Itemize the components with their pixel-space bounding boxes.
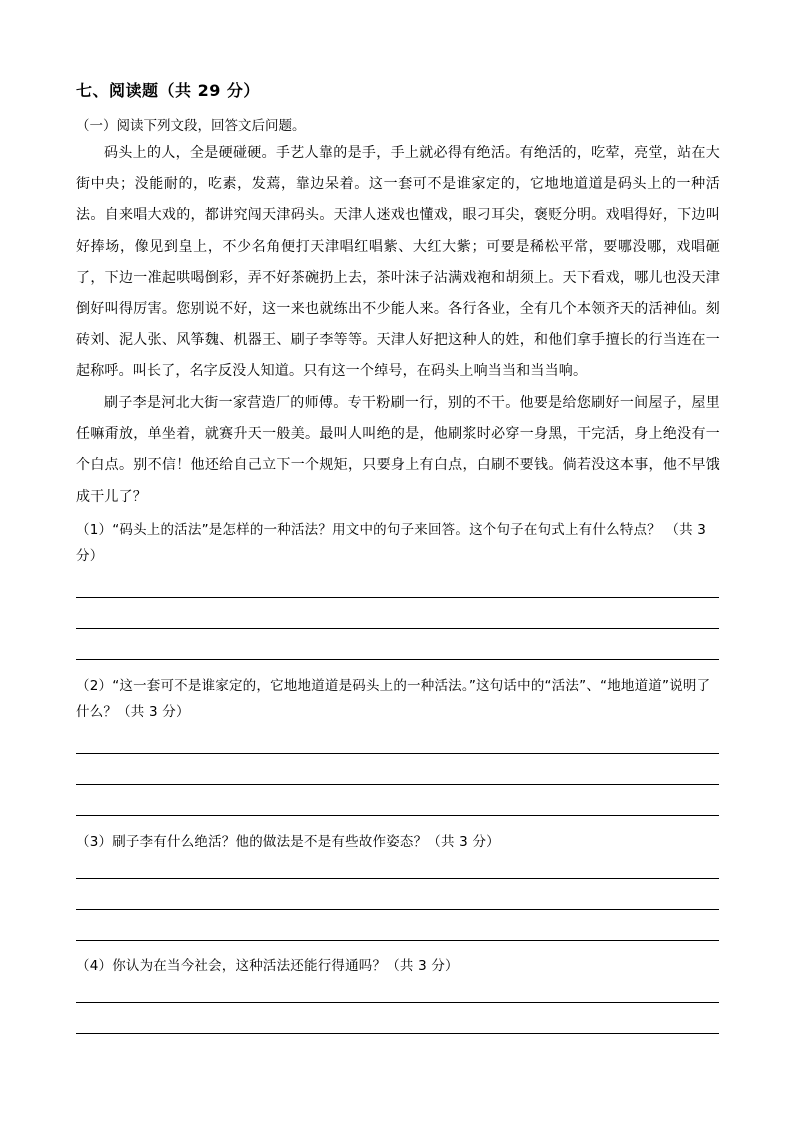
answer-line[interactable] — [76, 1033, 719, 1034]
passage-paragraph-1: 码头上的人，全是硬碰硬。手艺人靠的是手，手上就必得有绝活。有绝活的，吃荤，亮堂，站在大街中央；没能耐的，吃素，发蔫，靠边呆着。这一套可不是谁家定的，它地地道道是码头上的一种活法。自来唱大戏的，都讲究闯天津码头。天津人迷戏也懂戏，眼刁耳尖，褒贬分明。戏唱得好，下边叫好捧场，像见到皇上，不少名角便打天津唱红唱紫、大红大紫；可要是稀松平常，要哪没哪，戏唱砸了，下边一准起哄喝倒彩，弄不好茶碗扔上去，茶叶沫子沾满戏袍和胡须上。天下看戏，哪儿也没天津倒好叫得厉害。您别说不好，这一来也就练出不少能人来。各行各业，全有几个本领齐天的活神仙。刻砖刘、泥人张、风筝魏、机器王、刷子李等等。天津人好把这种人的姓，和他们拿手擅长的行当连在一起称呼。叫长了，名字反没人知道。只有这一个绰号，在码头上响当当和当当响。 — [76, 145, 720, 380]
answer-line[interactable] — [76, 784, 719, 785]
question-4: （4）你认为在当今社会，这种活法还能行得通吗？（共 3 分） — [76, 958, 459, 974]
answer-line[interactable] — [76, 878, 719, 879]
answer-line[interactable] — [76, 1002, 719, 1003]
answer-line[interactable] — [76, 909, 719, 910]
answer-line[interactable] — [76, 597, 719, 598]
answer-line[interactable] — [76, 628, 719, 629]
section-title: 七、阅读题（共 29 分） — [76, 81, 260, 100]
section-subtitle: （一）阅读下列文段，回答文后问题。 — [76, 118, 306, 134]
answer-line[interactable] — [76, 815, 719, 816]
question-2: （2）“这一套可不是谁家定的，它地地道道是码头上的一种活法。”这句话中的“活法”、“地地道道”说明了什么？（共 3 分） — [76, 678, 711, 720]
question-1: （1）“码头上的活法”是怎样的一种活法？用文中的句子来回答。这个句子在句式上有什么特点？ （共 3 分） — [76, 522, 707, 564]
answer-line[interactable] — [76, 659, 719, 660]
passage-paragraph-2: 刷子李是河北大街一家营造厂的师傅。专干粉刷一行，别的不干。他要是给您刷好一间屋子，屋里任嘛甭放，单坐着，就赛升天一般美。最叫人叫绝的是，他刷浆时必穿一身黑，干完活，身上绝没有一个白点。别不信！他还给自己立下一个规矩，只要身上有白点，白刷不要钱。倘若没这本事，他不早饿成干儿了？ — [76, 395, 720, 505]
answer-line[interactable] — [76, 940, 719, 941]
question-3: （3）刷子李有什么绝活？他的做法是不是有些故作姿态？（共 3 分） — [76, 834, 500, 850]
answer-line[interactable] — [76, 753, 719, 754]
